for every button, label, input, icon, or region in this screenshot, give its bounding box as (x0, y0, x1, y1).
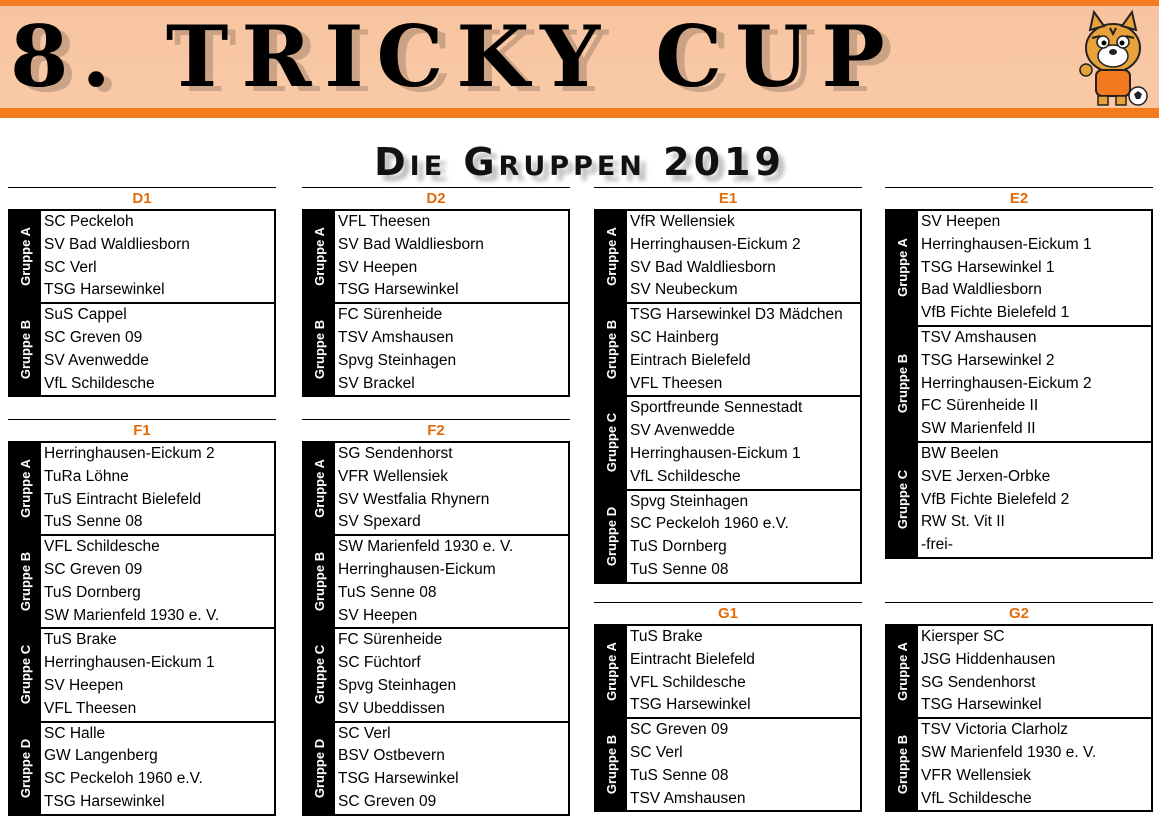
team-entry: SV Heepen (44, 676, 124, 694)
team-entry: FC Sürenheide (338, 631, 443, 649)
panel-e1 (594, 187, 862, 584)
panel-d1 (8, 187, 276, 397)
team-entry: SC Greven 09 (338, 792, 437, 810)
group-label: Gruppe A (895, 642, 910, 701)
team-entry: VFL Schildesche (44, 538, 160, 556)
team-entry: SC Halle (44, 724, 106, 742)
team-entry: TSG Harsewinkel (44, 792, 165, 810)
group-box (885, 209, 1153, 327)
panel-title: E1 (594, 187, 862, 209)
team-entry: Spvg Steinhagen (338, 351, 457, 369)
team-entry: SC Peckeloh (44, 213, 134, 230)
group-box (302, 304, 570, 397)
team-entry: SW Marienfeld 1930 e. V. (44, 606, 220, 624)
team-entry: VFL Theesen (338, 213, 431, 230)
team-entry: TSV Amshausen (338, 328, 454, 346)
group-box (594, 624, 862, 719)
team-entry: SC Peckeloh 1960 e.V. (630, 515, 789, 533)
team-entry: SV Bad Waldliesborn (44, 235, 190, 253)
team-entry: Sportfreunde Sennestadt (630, 399, 803, 417)
group-box (594, 209, 862, 304)
team-entry: SC Greven 09 (44, 328, 143, 346)
group-box (594, 304, 862, 397)
group-box (594, 397, 862, 490)
team-entry: TuS Brake (44, 631, 117, 649)
team-entry: -frei- (921, 536, 953, 554)
panel-title: F1 (8, 419, 276, 441)
team-entry: SV Bad Waldliesborn (338, 235, 484, 253)
team-entry: SV Heepen (338, 258, 418, 276)
group-box (8, 441, 276, 536)
team-entry: GW Langenberg (44, 747, 158, 765)
group-box (594, 491, 862, 584)
team-entry: SC Peckeloh 1960 e.V. (44, 770, 203, 788)
team-entry: JSG Hiddenhausen (921, 650, 1056, 668)
team-entry: SC Greven 09 (630, 721, 729, 739)
group-label: Gruppe B (604, 320, 620, 380)
group-label: Gruppe A (604, 227, 619, 286)
group-label: Gruppe C (18, 645, 34, 705)
group-box (302, 536, 570, 629)
group-label: Gruppe B (895, 735, 911, 795)
team-entry: SV Westfalia Rhynern (338, 490, 490, 508)
team-entry: TSG Harsewinkel 2 (921, 351, 1055, 369)
team-entry: SV Neubeckum (630, 281, 738, 299)
team-entry: SuS Cappel (44, 306, 127, 324)
panel-g2 (885, 602, 1153, 812)
team-entry: BW Beelen (921, 444, 999, 462)
group-box (302, 209, 570, 304)
group-label: Gruppe A (604, 642, 619, 701)
team-entry: Herringhausen-Eickum 1 (44, 654, 215, 672)
team-entry: VfB Fichte Bielefeld 1 (921, 304, 1070, 322)
group-box (885, 443, 1153, 559)
team-entry: Herringhausen-Eickum 1 (630, 444, 801, 462)
panel-f2 (302, 419, 570, 816)
team-entry: SV Avenwedde (630, 422, 735, 440)
group-label: Gruppe D (604, 506, 620, 566)
team-entry: VfL Schildesche (44, 374, 155, 392)
team-entry: FC Sürenheide II (921, 397, 1039, 415)
header-banner (0, 0, 1159, 118)
team-entry: Herringhausen-Eickum 2 (630, 235, 801, 253)
page-subtitle: Die Gruppen 2019 (374, 140, 785, 184)
team-entry: TSG Harsewinkel (44, 281, 165, 299)
panel-f1 (8, 419, 276, 816)
team-entry: SV Brackel (338, 374, 415, 392)
group-box (302, 441, 570, 536)
team-entry: SV Ubeddissen (338, 699, 445, 717)
team-entry: VFR Wellensiek (921, 766, 1031, 784)
team-entry: SW Marienfeld II (921, 420, 1036, 438)
team-entry: TSV Amshausen (630, 789, 746, 807)
team-entry: TuS Senne 08 (630, 560, 729, 578)
team-entry: VFR Wellensiek (338, 467, 448, 485)
team-entry: SVE Jerxen-Orbke (921, 467, 1051, 485)
team-entry: TSG Harsewinkel (921, 696, 1042, 714)
group-label: Gruppe B (895, 354, 911, 414)
panel-title: E2 (885, 187, 1153, 209)
team-entry: TuS Dornberg (630, 538, 727, 556)
team-entry: TuRa Löhne (44, 467, 129, 485)
tournament-title: 8. TRICKY CUP (10, 8, 898, 106)
team-entry: TSV Victoria Clarholz (921, 721, 1069, 739)
team-entry: SC Hainberg (630, 328, 719, 346)
group-box (8, 209, 276, 304)
team-entry: Spvg Steinhagen (630, 492, 749, 510)
panel-d2 (302, 187, 570, 397)
team-entry: TSG Harsewinkel (630, 696, 751, 714)
team-entry: SC Verl (630, 743, 683, 761)
group-label: Gruppe B (604, 735, 620, 795)
group-label: Gruppe A (18, 227, 33, 286)
team-entry: VfB Fichte Bielefeld 2 (921, 490, 1070, 508)
team-entry: Herringhausen-Eickum 2 (921, 374, 1092, 392)
team-entry: VfL Schildesche (921, 789, 1032, 807)
group-box (302, 723, 570, 816)
group-label: Gruppe A (18, 459, 33, 518)
panel-g1 (594, 602, 862, 812)
group-label: Gruppe C (895, 470, 911, 530)
tiger-mascot-icon (1072, 8, 1154, 108)
team-entry: SC Greven 09 (44, 560, 143, 578)
panel-title: F2 (302, 419, 570, 441)
group-label: Gruppe B (312, 320, 328, 380)
team-entry: SC Füchtorf (338, 654, 421, 672)
team-entry: TuS Senne 08 (44, 513, 143, 531)
panel-e2 (885, 187, 1153, 559)
group-label: Gruppe A (312, 227, 327, 286)
team-entry: RW St. Vit II (921, 513, 1005, 531)
team-entry: VFL Theesen (630, 374, 723, 392)
group-box (8, 536, 276, 629)
team-entry: SW Marienfeld 1930 e. V. (921, 743, 1097, 761)
team-entry: VfL Schildesche (630, 467, 741, 485)
team-entry: Herringhausen-Eickum (338, 560, 496, 578)
team-entry: SV Bad Waldliesborn (630, 258, 776, 276)
team-entry: BSV Ostbevern (338, 747, 445, 765)
team-entry: TuS Brake (630, 628, 703, 645)
group-label: Gruppe C (312, 645, 328, 705)
team-entry: SG Sendenhorst (338, 445, 453, 462)
team-entry: SV Avenwedde (44, 351, 149, 369)
panel-title: D2 (302, 187, 570, 209)
panel-title: D1 (8, 187, 276, 209)
team-entry: VFL Theesen (44, 699, 137, 717)
team-entry: SV Spexard (338, 513, 421, 531)
group-box (594, 719, 862, 812)
group-label: Gruppe A (895, 238, 910, 298)
panel-title: G1 (594, 602, 862, 624)
team-entry: SV Heepen (921, 213, 1001, 230)
group-box (8, 629, 276, 722)
group-label: Gruppe D (312, 738, 328, 798)
team-entry: TSV Amshausen (921, 328, 1037, 346)
group-box (8, 723, 276, 816)
group-label: Gruppe D (18, 738, 34, 798)
team-entry: TSG Harsewinkel 1 (921, 258, 1055, 276)
team-entry: SV Heepen (338, 606, 418, 624)
team-entry: Kiersper SC (921, 628, 1005, 645)
group-box (8, 304, 276, 397)
team-entry: TSG Harsewinkel (338, 281, 459, 299)
team-entry: TuS Dornberg (44, 583, 141, 601)
team-entry: Eintrach Bielefeld (630, 351, 751, 369)
team-entry: TuS Eintracht Bielefeld (44, 490, 202, 508)
team-entry: Spvg Steinhagen (338, 676, 457, 694)
team-entry: TuS Senne 08 (630, 766, 729, 784)
team-entry: SC Verl (44, 258, 97, 276)
panel-title: G2 (885, 602, 1153, 624)
group-box (302, 629, 570, 722)
group-box (885, 327, 1153, 443)
team-entry: Herringhausen-Eickum 2 (44, 445, 215, 462)
team-entry: Herringhausen-Eickum 1 (921, 235, 1092, 253)
team-entry: Eintracht Bielefeld (630, 650, 755, 668)
group-label: Gruppe B (18, 320, 34, 380)
group-label: Gruppe A (312, 459, 327, 518)
group-label: Gruppe B (18, 552, 34, 612)
team-entry: VfR Wellensiek (630, 213, 735, 230)
team-entry: TSG Harsewinkel D3 Mädchen (630, 306, 843, 324)
group-label: Gruppe B (312, 552, 328, 612)
team-entry: SG Sendenhorst (921, 673, 1036, 691)
team-entry: SC Verl (338, 724, 391, 742)
team-entry: SW Marienfeld 1930 e. V. (338, 538, 514, 556)
group-label: Gruppe C (604, 413, 620, 473)
group-box (885, 624, 1153, 719)
team-entry: TSG Harsewinkel (338, 770, 459, 788)
team-entry: TuS Senne 08 (338, 583, 437, 601)
group-box (885, 719, 1153, 812)
team-entry: VFL Schildesche (630, 673, 746, 691)
team-entry: FC Sürenheide (338, 306, 443, 324)
team-entry: Bad Waldliesborn (921, 281, 1042, 299)
